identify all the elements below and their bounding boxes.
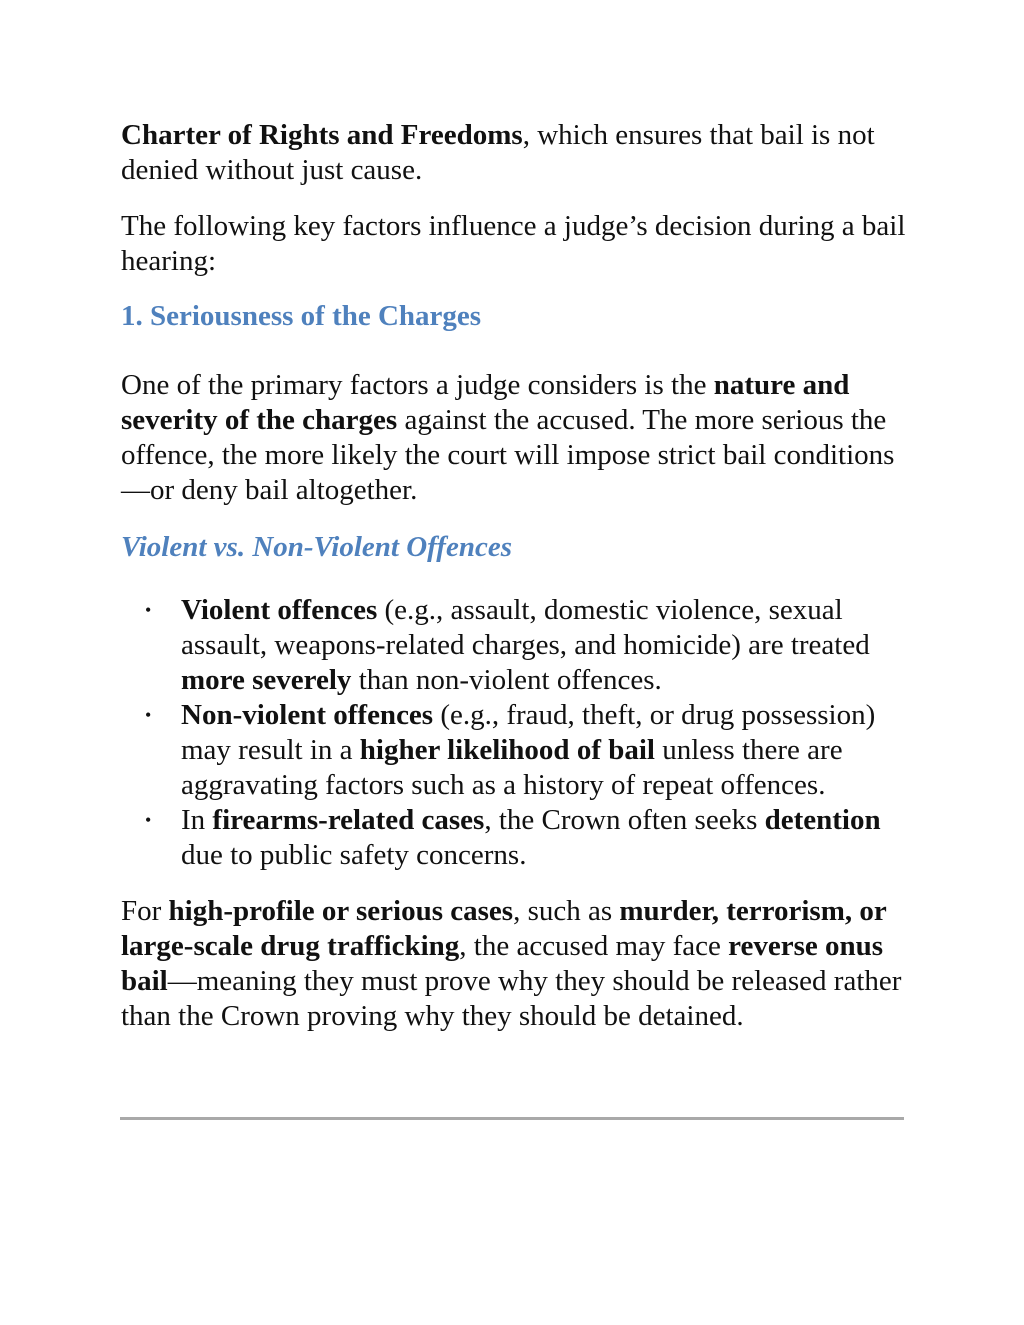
intro-paragraph: [121, 118, 911, 188]
bullet-icon: •: [145, 810, 152, 830]
list-item-firearms-text-a: In: [181, 804, 213, 836]
list-item-violent-text-b: (e.g., assault, domestic violence, sexual assault, weapons-related charges, and homicide) are treated: [181, 594, 870, 661]
list-item-firearms-emphasis: detention: [764, 804, 881, 836]
closing-text-g: —meaning they must prove why they should be released rather than the Crown proving why they should be detained.: [121, 965, 902, 1032]
closing-emphasis-reverse-onus: reverse onus bail: [121, 930, 884, 997]
closing-emphasis-cases: high-profile or serious cases: [168, 895, 514, 927]
list-item-non-violent-text-b: (e.g., fraud, theft, or drug possession) may result in a: [181, 699, 876, 766]
seriousness-text-c: against the accused. The more serious the offence, the more likely the court will impose strict bail conditions—or deny bail altogether.: [121, 404, 895, 506]
seriousness-text-a: One of the primary factors a judge considers is the: [121, 369, 714, 401]
charter-title: Charter of Rights and Freedoms: [121, 119, 523, 151]
closing-paragraph: [121, 894, 911, 1034]
offence-list: [121, 593, 911, 873]
seriousness-emphasis: nature and severity of the charges: [121, 369, 850, 436]
closing-text-a: For: [121, 895, 169, 927]
list-item-violent-emphasis: more severely: [181, 664, 352, 696]
factors-intro-paragraph: The following key factors influence a judge’s decision during a bail hearing:: [121, 210, 906, 277]
list-item-violent-term: Violent offences: [181, 594, 378, 626]
subsection-heading: Violent vs. Non-Violent Offences: [121, 531, 512, 563]
list-item-firearms-text-c: , the Crown often seeks: [484, 804, 765, 836]
list-item-non-violent-emphasis: higher likelihood of bail: [359, 734, 655, 766]
closing-emphasis-crimes: murder, terrorism, or large-scale drug trafficking: [121, 895, 887, 962]
closing-text-c: , such as: [513, 895, 620, 927]
document-page: [121, 118, 911, 1034]
list-item-firearms: [121, 803, 911, 873]
closing-text-e: , the accused may face: [459, 930, 729, 962]
seriousness-paragraph: [121, 368, 911, 508]
list-item-non-violent-text-d: unless there are aggravating factors such as a history of repeat offences.: [181, 734, 843, 801]
list-item-firearms-text-e: due to public safety concerns.: [181, 839, 527, 871]
list-item-non-violent: [121, 698, 911, 803]
list-item-violent: [121, 593, 911, 698]
horizontal-divider: [120, 1117, 904, 1120]
list-item-violent-text-d: than non-violent offences.: [351, 664, 662, 696]
section-heading: 1. Seriousness of the Charges: [121, 300, 482, 332]
intro-paragraph-text: , which ensures that bail is not denied without just cause.: [121, 119, 875, 186]
list-item-firearms-term: firearms-related cases: [212, 804, 485, 836]
bullet-icon: •: [145, 705, 152, 725]
bullet-icon: •: [145, 600, 152, 620]
list-item-non-violent-term: Non-violent offences: [181, 699, 434, 731]
